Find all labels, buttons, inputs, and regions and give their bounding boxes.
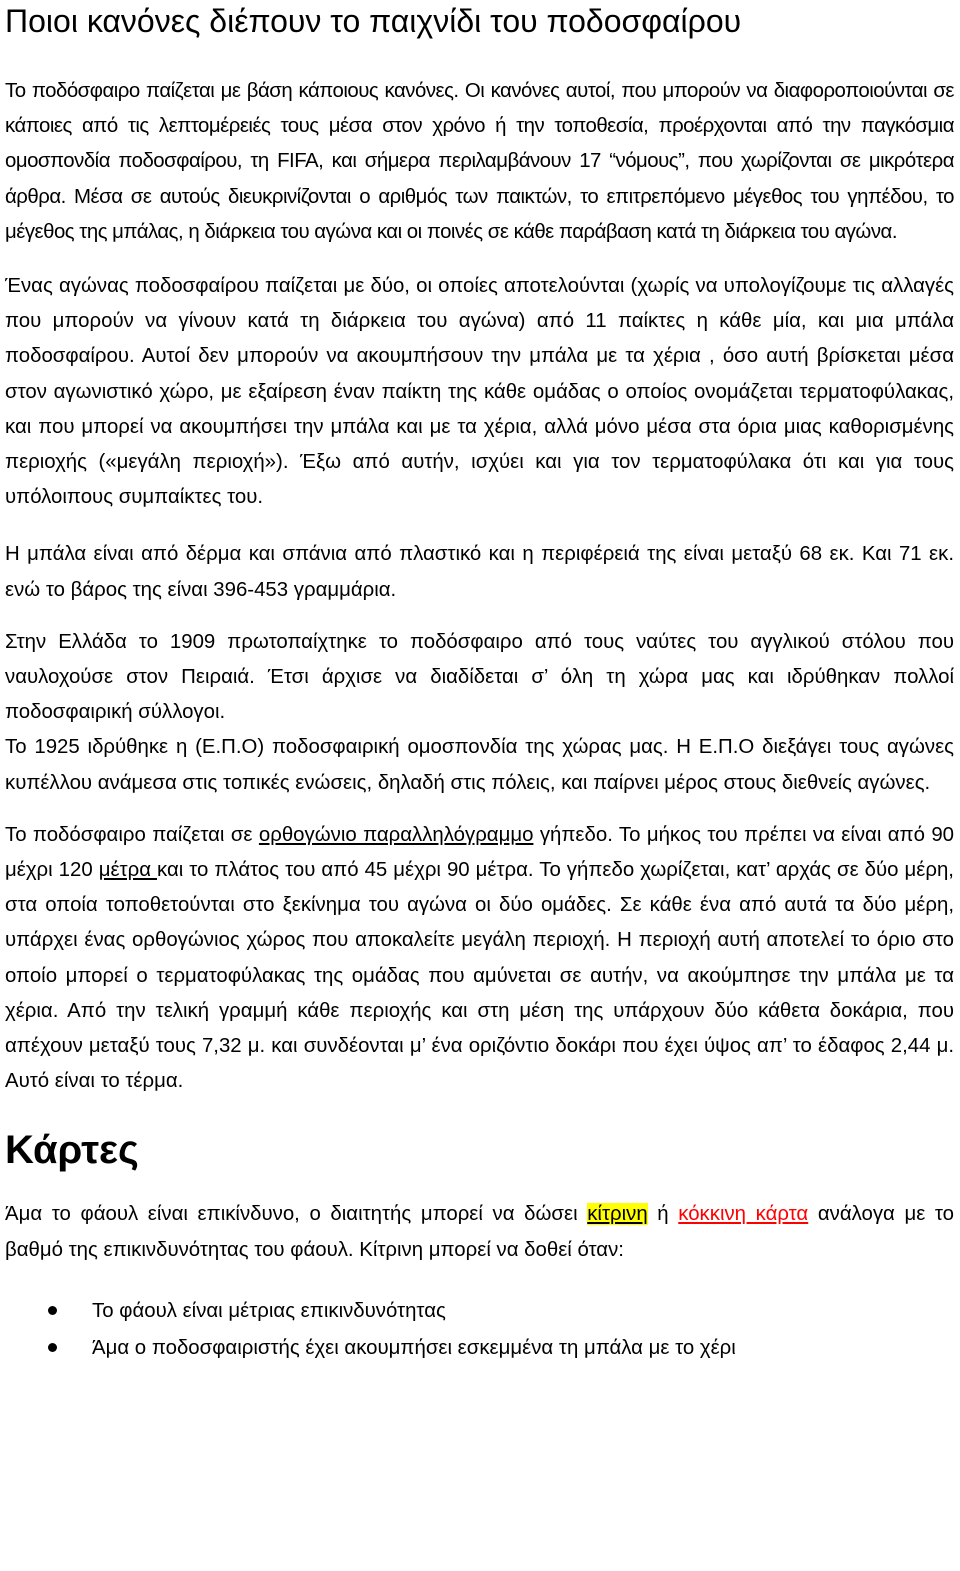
paragraph-epo: Το 1925 ιδρύθηκε η (Ε.Π.Ο) ποδοσφαιρική ομοσπονδία της χώρας μας. Η Ε.Π.Ο διεξάγει τους αγώνες κυπέλλου ανάμεσα στις τοπικές ενώσεις, δηλαδή στις πόλεις, και παίρνει μέρος στους διεθνείς αγώνες. xyxy=(5,736,954,794)
bullet-dot-icon xyxy=(48,1306,57,1315)
paragraph-pitch-text-1: Το ποδόσφαιρο παίζεται σε xyxy=(5,823,259,846)
link-red-card[interactable]: κόκκινη κάρτα xyxy=(678,1203,809,1226)
paragraph-pitch xyxy=(5,818,954,1100)
list-item xyxy=(5,1330,954,1367)
paragraph-cards-text-2: ή xyxy=(647,1203,679,1226)
paragraph-pitch-text-2: γήπεδο. Το μήκος του πρέπει να είναι από 90 μέχρι 120 xyxy=(5,823,955,882)
list-item xyxy=(5,1293,954,1330)
paragraph-greece-history: Στην Ελλάδα το 1909 πρωτοπαίχτηκε το ποδόσφαιρο από τους ναύτες του αγγλικού στόλου που ναυλοχούσε στον Πειραιά. Έτσι άρχισε να διαδίδεται σ’ όλη τη χώρα μας και ιδρύθηκαν πολλοί ποδοσφαιρική σύλλογοι. xyxy=(5,630,954,724)
yellow-card-conditions-list xyxy=(5,1293,954,1367)
paragraph-match-players: Ένας αγώνας ποδοσφαίρου παίζεται με δύο, οι οποίες αποτελούνται (χωρίς να υπολογίζουμε τις αλλαγές που μπορούν να γίνουν κατά τη διάρκεια του αγώνα) από 11 παίκτες η κάθε μία, και μια μπάλα ποδοσφαίρου. Αυτοί δεν μπορούν να ακουμπήσουν την μπάλα με τα χέρια , όσο αυτή βρίσκεται μέσα στον αγωνιστικό χώρο, με εξαίρεση έναν παίκτη της κάθε ομάδας ο οποίος ονομάζεται τερματοφύλακας, και που μπορεί να ακουμπήσει την μπάλα και με τα χέρια, αλλά μόνο μέσα στα όρια μιας καθορισμένης περιοχής («μεγάλη περιοχή»). Έξω από αυτήν, ισχύει και για τον τερματοφύλακα ότι και για τους υπόλοιπους συμπαίκτες του. xyxy=(5,275,954,509)
paragraph-cards-text-1: Άμα το φάουλ είναι επικίνδυνο, ο διαιτητής μπορεί να δώσει xyxy=(5,1203,588,1226)
link-meters[interactable]: μέτρα xyxy=(98,859,158,882)
section-heading-cards: Κάρτες xyxy=(5,1128,139,1173)
list-item-text: Το φάουλ είναι μέτριας επικινδυνότητας xyxy=(92,1299,446,1322)
paragraph-rules-intro: Το ποδόσφαιρο παίζεται με βάση κάποιους κανόνες. Οι κανόνες αυτοί, που μπορούν να διαφοροποιούνται σε κάποιες από τις λεπτομέρειές τους μέσα στον χρόνο ή την τοποθεσία, προέρχονται από την παγκόσμια ομοσπονδία ποδοσφαίρου, τη FIFA, και σήμερα περιλαμβάνουν 17 “νόμους”, που χωρίζονται σε μικρότερα άρθρα. Μέσα σε αυτούς διευκρινίζονται ο αριθμός των παικτών, το επιτρεπόμενο μέγεθος του γηπέδου, το μέγεθος της μπάλας, η διάρκεια του αγώνα και οι ποινές σε κάθε παράβαση κατά τη διάρκεια του αγώνα. xyxy=(5,80,954,243)
paragraph-pitch-text-3: και το πλάτος του από 45 μέχρι 90 μέτρα. Το γήπεδο χωρίζεται, κατ’ αρχάς σε δύο μέρη, στα οποία τοποθετούνται στο ξεκίνημα του αγώνα οι δύο ομάδες. Σε κάθε ένα από αυτά τα δύο μέρη, υπάρχει ένας ορθογώνιος χώρος που αποκαλείτε μεγάλη περιοχή. Η περιοχή αυτή αποτελεί το όριο στο οποίο μπορεί ο τερματοφύλακας της ομάδας που αμύνεται σε αυτήν, να ακούμπησε την μπάλα με τα χέρια. Από την τελική γραμμή κάθε περιοχής και στη μέση της υπάρχουν δύο κάθετα δοκάρια, που απέχουν μεταξύ τους 7,32 μ. και συνδέονται μ’ ένα οριζόντιο δοκάρι που έχει ύψος απ’ το έδαφος 2,44 μ. Αυτό είναι το τέρμα. xyxy=(5,859,954,1093)
paragraph-cards-text-3: ανάλογα με το βαθμό της επικινδυνότητας του φάουλ. Κίτρινη μπορεί να δοθεί όταν: xyxy=(5,1203,954,1261)
list-item-text: Άμα ο ποδοσφαιριστής έχει ακουμπήσει εσκεμμένα τη μπάλα με το χέρι xyxy=(92,1336,736,1359)
paragraph-cards xyxy=(5,1197,954,1267)
link-rectangle[interactable]: ορθογώνιο παραλληλόγραμμο xyxy=(258,823,534,846)
paragraph-ball: Η μπάλα είναι από δέρμα και σπάνια από πλαστικό και η περιφέρειά της είναι μεταξύ 68 εκ. Και 71 εκ. ενώ το βάρος της είναι 396-453 γραμμάρια. xyxy=(5,543,954,601)
page-title: Ποιοι κανόνες διέπουν το παιχνίδι του ποδοσφαίρου xyxy=(5,3,742,39)
link-yellow-card[interactable]: κίτρινη xyxy=(587,1203,648,1226)
bullet-dot-icon xyxy=(48,1343,57,1352)
